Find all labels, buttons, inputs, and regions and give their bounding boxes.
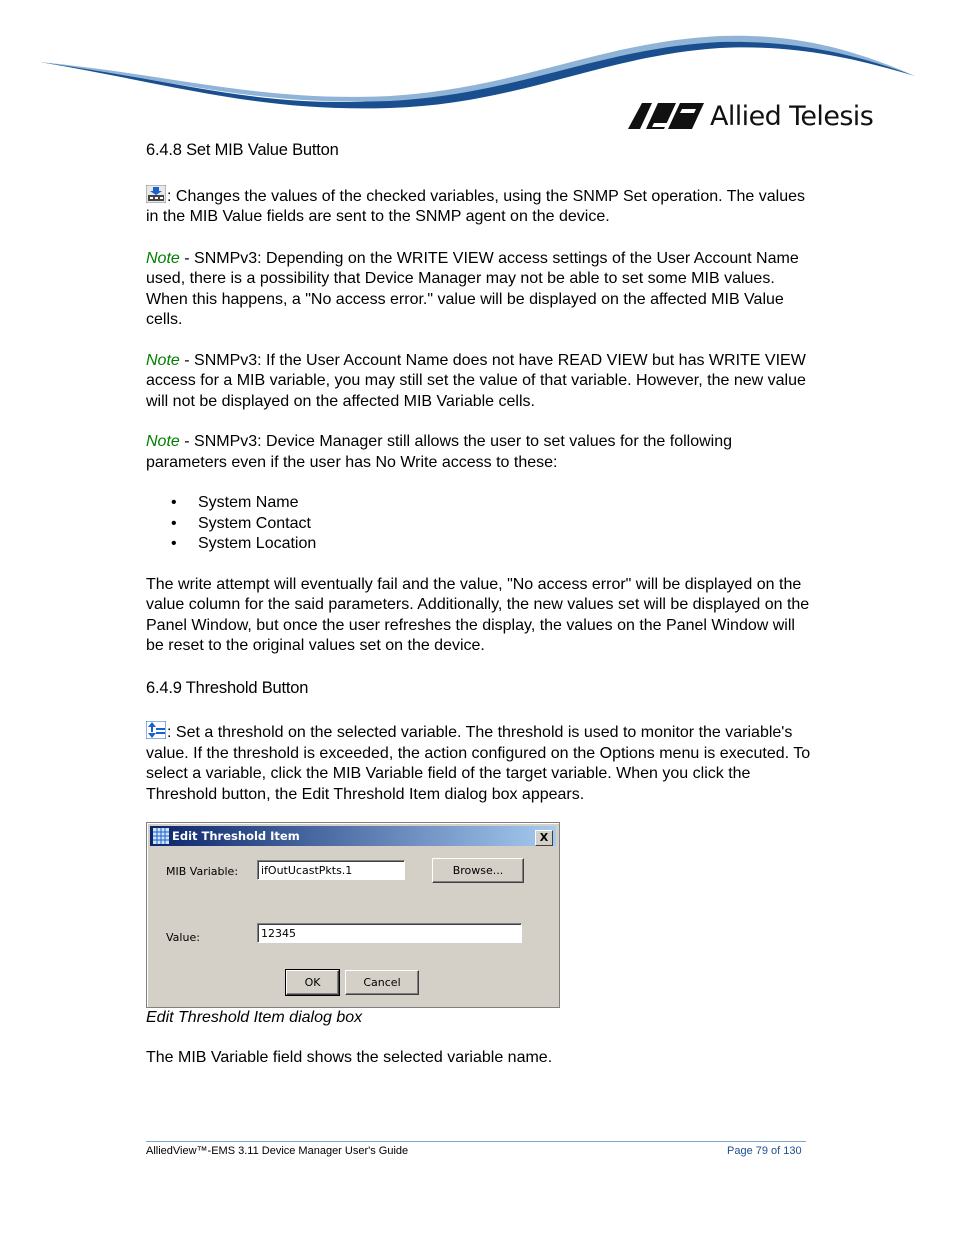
dialog-title: Edit Threshold Item [172, 829, 300, 843]
allied-telesis-logo [628, 100, 873, 132]
logo-mark-icon [628, 103, 704, 129]
note-3-text: - SNMPv3: Device Manager still allows the user to set values for the following parameters even if the user has No Write access to these: [146, 433, 733, 471]
mib-variable-label: MIB Variable: [166, 865, 239, 878]
mib-variable-input[interactable]: ifOutUcastPkts.1 [257, 860, 405, 880]
closing-paragraph: The write attempt will eventually fail and the value, "No access error" will be displayed on the value column for the said parameters. Additionally, the new values set will be displayed on the Panel Window, but once the user refreshes the display, the values on the Panel Window will be reset to the original values set on the device. [146, 575, 810, 654]
note-label: Note [146, 351, 180, 369]
after-dialog-text: The MIB Variable field shows the selected variable name. [146, 1049, 553, 1066]
list-item: • System Location [146, 534, 811, 555]
figure-caption: Edit Threshold Item dialog box [146, 1009, 363, 1026]
note-2 [146, 351, 811, 413]
threshold-icon [146, 721, 166, 739]
section-heading-set-mib: 6.4.8 Set MIB Value Button [146, 141, 339, 159]
set-mib-value-icon [146, 185, 166, 203]
document-body [146, 138, 811, 805]
footer-divider [146, 1141, 806, 1142]
note-label: Note [146, 433, 180, 450]
note-3 [146, 432, 811, 473]
browse-button[interactable]: Browse... [432, 858, 524, 883]
close-button[interactable]: X [535, 830, 553, 846]
set-mib-intro [146, 185, 811, 228]
cancel-button[interactable]: Cancel [345, 970, 419, 995]
note-2-text: - SNMPv3: If the User Account Name does not have READ VIEW but has WRITE VIEW access for a MIB variable, you may still set the value of that variable. However, the new value will not be displayed on the affected MIB Variable cells. [146, 351, 806, 410]
value-input[interactable]: 12345 [257, 923, 522, 943]
threshold-intro [146, 721, 811, 805]
section-heading-threshold: 6.4.9 Threshold Button [146, 678, 309, 697]
page-number: Page 79 of 130 [727, 1145, 802, 1157]
brand-name: Allied Telesis [710, 100, 874, 132]
note-1-text: - SNMPv3: Depending on the WRITE VIEW access settings of the User Account Name used, there is a possibility that Device Manager may not be able to set some MIB values. When this happens, a "No access error." value will be displayed on the affected MIB Value cells. [146, 249, 799, 328]
value-label: Value: [166, 931, 200, 944]
threshold-intro-text: : Set a threshold on the selected variable. The threshold is used to monitor the variable's value. If the threshold is exceeded, the action configured on the Options menu is executed. To select a variable, click the MIB Variable field of the target variable. When you click the Threshold button, the Edit Threshold Item dialog box appears. [146, 724, 811, 803]
note-label: Note [146, 249, 180, 267]
set-mib-intro-text: : Changes the values of the checked variables, using the SNMP Set operation. The values in the MIB Value fields are sent to the SNMP agent on the device. [146, 187, 806, 225]
edit-threshold-dialog [146, 822, 560, 1008]
list-item: • System Contact [146, 514, 811, 535]
note-1 [146, 249, 811, 331]
parameter-list [146, 493, 811, 555]
list-item: • System Name [146, 493, 811, 514]
dialog-title-bar [150, 826, 556, 846]
grid-icon [153, 828, 169, 844]
footer-title: AlliedView™-EMS 3.11 Device Manager User's Guide [146, 1145, 409, 1157]
ok-button[interactable]: OK [286, 970, 339, 995]
